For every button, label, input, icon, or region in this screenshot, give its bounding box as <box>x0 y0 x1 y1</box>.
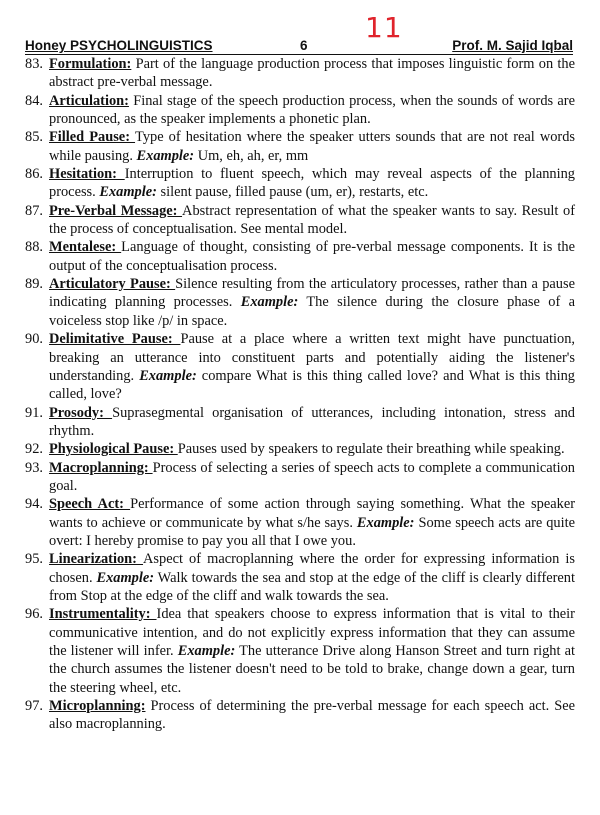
glossary-item <box>25 275 575 330</box>
item-example-label: Example: <box>96 569 155 586</box>
item-example-label: Example: <box>177 643 236 659</box>
glossary-list <box>25 55 575 734</box>
item-example-text: The utterance Drive along Hanson Street and turn right at the church assumes the listener doesn't need to be told to brake, change down a gear, turn the steering wheel, etc. <box>49 643 575 696</box>
header-page-number: 6 <box>300 38 308 53</box>
item-term: Mentalese: <box>49 239 122 256</box>
item-example-text: Um, eh, ah, er, mm <box>194 147 309 164</box>
item-definition: Process of determining the pre-verbal message for each speech act. See also macroplanning. <box>49 698 575 733</box>
item-definition: Process of selecting a series of speech acts to complete a communication goal. <box>49 459 575 494</box>
glossary-item <box>25 459 575 496</box>
item-term: Speech Act: <box>49 496 131 513</box>
item-number: 92. <box>25 441 43 458</box>
item-number: 86. <box>25 166 43 183</box>
item-definition: Pauses used by speakers to regulate their breathing while speaking. <box>177 441 565 458</box>
item-example-label: Example: <box>356 514 415 531</box>
item-number: 85. <box>25 129 43 146</box>
glossary-item <box>25 550 575 605</box>
item-number: 93. <box>25 459 43 476</box>
item-definition: Suprasegmental organisation of utterances, including intonation, stress and rhythm. <box>49 404 576 439</box>
item-term: Linearization: <box>49 551 144 568</box>
glossary-item <box>25 330 575 403</box>
item-term: Instrumentality: <box>49 606 157 623</box>
item-term: Pre-Verbal Message: <box>49 202 183 219</box>
item-example-text: The silence during the closure phase of a voiceless stop like /p/ in space. <box>49 294 575 329</box>
item-definition: Idea that speakers choose to express information that is vital to their communicative intention, and do not explicitly express information that they can assume the listener will infer. <box>49 606 575 659</box>
item-example-label: Example: <box>240 294 299 311</box>
item-example-text: Walk towards the sea and stop at the edge of the cliff is clearly different from Stop at the edge of the cliff and walk towards the sea. <box>49 569 575 604</box>
item-example-text: compare What is this thing called love? and What is this thing called, love? <box>49 367 575 403</box>
item-term: Prosody: <box>49 404 113 421</box>
item-term: Articulatory Pause: <box>49 276 176 293</box>
page-header <box>25 38 573 55</box>
item-term: Physiological Pause: <box>49 441 178 458</box>
item-number: 87. <box>25 202 43 219</box>
item-number: 96. <box>25 606 43 623</box>
item-example-label: Example: <box>99 184 157 201</box>
item-term: Macroplanning: <box>49 459 153 476</box>
item-term: Delimitative Pause: <box>49 331 181 348</box>
glossary-item <box>25 238 575 275</box>
header-author: Prof. M. Sajid Iqbal <box>452 38 573 53</box>
item-definition: Part of the language production process that imposes linguistic form on the abstract pre-verbal message. <box>49 56 575 91</box>
glossary-item <box>25 202 575 239</box>
item-definition: Type of hesitation where the speaker utters sounds that are not real words while pausing. <box>49 129 576 164</box>
glossary-item <box>25 440 575 458</box>
item-term: Microplanning: <box>49 698 146 715</box>
item-number: 90. <box>25 331 43 348</box>
glossary-item <box>25 128 575 165</box>
item-definition: Silence resulting from the articulatory processes, rather than a pause indicating planning processes. <box>49 276 575 311</box>
item-definition: Language of thought, consisting of pre-verbal message components. It is the output of the conceptualisation process. <box>49 239 575 274</box>
item-definition: Abstract representation of what the speaker wants to say. Result of the process of conceptualisation. See mental model. <box>49 202 575 238</box>
header-title: Honey PSYCHOLINGUISTICS <box>25 38 213 53</box>
item-definition: Aspect of macroplanning where the order for expressing information is chosen. <box>49 551 575 586</box>
item-number: 94. <box>25 496 43 513</box>
glossary-item <box>25 495 575 550</box>
item-number: 91. <box>25 404 43 421</box>
item-definition: Pause at a place where a written text might have punctuation, breaking an utterance into constituent parts and potentially aiding the listener's understanding. <box>49 331 575 384</box>
glossary-item <box>25 92 575 129</box>
item-example-text: Some speech acts are quite overt: I hereby promise to pay you all that I owe you. <box>49 514 576 549</box>
item-definition: Performance of some action through saying something. What the speaker wants to achieve or communicate by what s/he says. <box>49 496 575 531</box>
item-term: Hesitation: <box>49 166 125 183</box>
item-number: 83. <box>25 56 43 72</box>
item-number: 84. <box>25 92 43 109</box>
item-term: Formulation: <box>49 56 132 72</box>
item-number: 88. <box>25 239 43 256</box>
glossary-item <box>25 55 575 92</box>
page-number-marker: 11 <box>365 11 403 44</box>
item-definition: Final stage of the speech production process, when the sounds of words are pronounced, as the speaker implements a phonetic plan. <box>49 92 575 128</box>
item-number: 97. <box>25 698 43 715</box>
item-number: 89. <box>25 276 43 293</box>
glossary-item <box>25 697 575 734</box>
glossary-item <box>25 165 575 202</box>
item-definition: Interruption to fluent speech, which may reveal aspects of the planning process. <box>49 166 575 201</box>
item-example-label: Example: <box>139 367 197 384</box>
glossary-item <box>25 404 575 441</box>
item-term: Articulation: <box>49 92 129 109</box>
item-example-label: Example: <box>136 147 195 164</box>
glossary-item <box>25 605 575 697</box>
item-term: Filled Pause: <box>49 129 136 146</box>
item-number: 95. <box>25 551 43 568</box>
item-example-text: silent pause, filled pause (um, er), restarts, etc. <box>156 184 429 201</box>
